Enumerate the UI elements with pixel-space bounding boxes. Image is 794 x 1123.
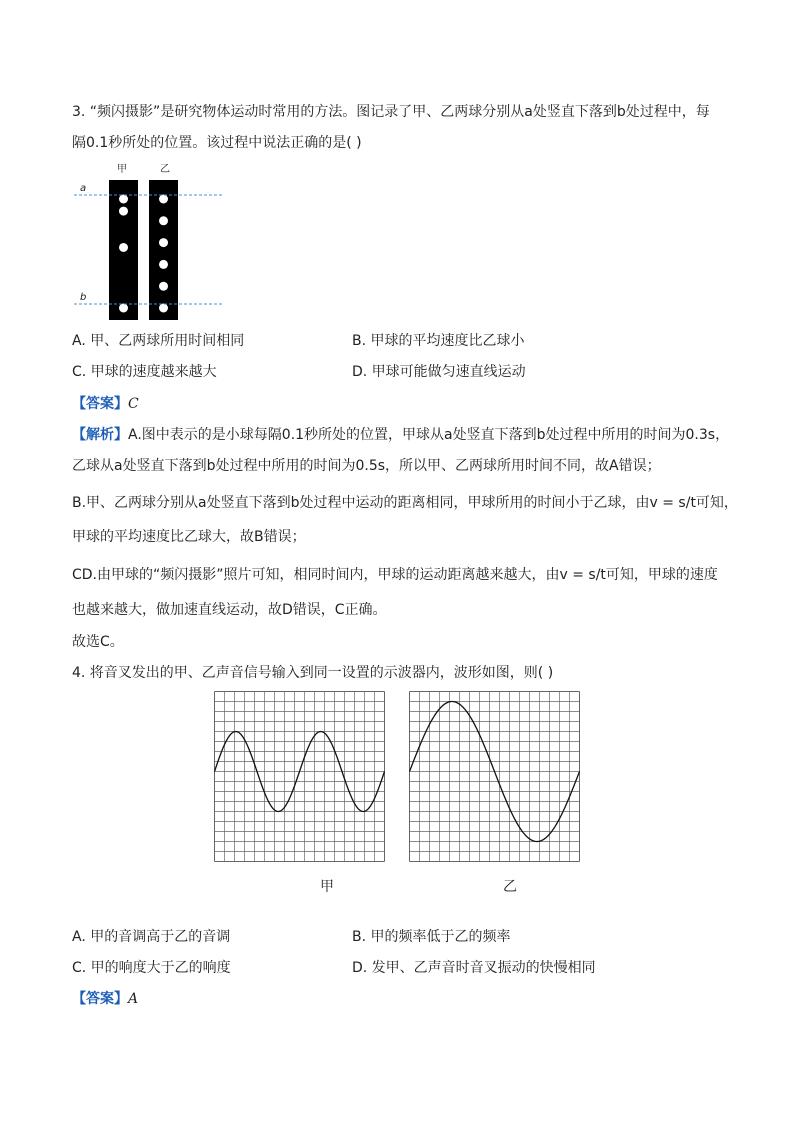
q3-yi-ball xyxy=(159,195,168,204)
q4-answer-label: 【答案】 xyxy=(72,991,128,1007)
q3-yi-ball xyxy=(159,282,168,291)
q4-option-d[interactable]: D. 发甲、乙声音时音叉振动的快慢相同 xyxy=(352,960,596,976)
q3-analysis-line6: 也越来越大，做加速直线运动，故D错误，C正确。 xyxy=(72,602,387,618)
q4-caption-jia: 甲 xyxy=(320,879,334,895)
q3-yi-ball xyxy=(159,260,168,269)
q3-stem-line1: 3. “频闪摄影”是研究物体运动时常用的方法。图记录了甲、乙两球分别从a处竖直下落到b处过程中，每 xyxy=(72,104,710,120)
q3-analysis-line3: B.甲、乙两球分别从a处竖直下落到b处过程中运动的距离相同，甲球所用的时间小于乙球，由v = s/t可知， xyxy=(72,495,738,511)
q3-label-a: a xyxy=(80,183,87,194)
q3-yi-ball xyxy=(159,304,168,313)
q3-label-b: b xyxy=(80,292,87,303)
q3-option-a[interactable]: A. 甲、乙两球所用时间相同 xyxy=(72,333,245,349)
q4-option-c[interactable]: C. 甲的响度大于乙的响度 xyxy=(72,960,231,976)
q4-option-a[interactable]: A. 甲的音调高于乙的音调 xyxy=(72,929,231,945)
q3-label-jia: 甲 xyxy=(117,164,127,175)
q3-answer-label: 【答案】 xyxy=(72,396,128,412)
q3-yi-ball xyxy=(159,216,168,225)
q4-caption-yi: 乙 xyxy=(503,879,517,895)
q3-analysis-line5: CD.由甲球的“频闪摄影”照片可知，相同时间内，甲球的运动距离越来越大，由v = s/t可知，甲球的速度 xyxy=(72,567,718,583)
q3-analysis-text1: A.图中表示的是小球每隔0.1秒所处的位置，甲球从a处竖直下落到b处过程中所用的时间为0.3s， xyxy=(128,427,730,443)
q3-option-d[interactable]: D. 甲球可能做匀速直线运动 xyxy=(352,364,526,380)
q4-oscilloscope-jia xyxy=(214,691,385,862)
q3-analysis-line4: 甲球的平均速度比乙球大，故B错误； xyxy=(72,529,306,545)
q3-answer xyxy=(72,394,139,414)
q3-jia-ball xyxy=(119,304,128,313)
q4-stem: 4. 将音叉发出的甲、乙声音信号输入到同一设置的示波器内，波形如图，则( ) xyxy=(72,665,554,681)
q4-oscilloscope-yi xyxy=(409,691,580,862)
q3-jia-ball xyxy=(119,207,128,216)
q3-analysis-line1 xyxy=(72,425,729,445)
q3-analysis-line7: 故选C。 xyxy=(72,634,124,650)
q4-answer-value: A xyxy=(128,991,139,1007)
q4-answer xyxy=(72,989,138,1009)
q3-analysis-line2: 乙球从a处竖直下落到b处过程中所用的时间为0.5s，所以甲、乙两球所用时间不同，故A错误； xyxy=(72,458,661,474)
q3-stem-line2: 隔0.1秒所处的位置。该过程中说法正确的是( ) xyxy=(72,135,362,151)
q3-jia-ball xyxy=(119,243,128,252)
q3-label-yi: 乙 xyxy=(160,164,170,175)
q3-option-b[interactable]: B. 甲球的平均速度比乙球小 xyxy=(352,333,525,349)
q3-strobe-figure xyxy=(72,158,232,324)
q3-analysis-label: 【解析】 xyxy=(72,427,128,443)
q4-option-b[interactable]: B. 甲的频率低于乙的频率 xyxy=(352,929,511,945)
q3-jia-ball xyxy=(119,195,128,204)
q3-option-c[interactable]: C. 甲球的速度越来越大 xyxy=(72,364,217,380)
q3-yi-ball xyxy=(159,238,168,247)
q3-answer-value: C xyxy=(128,396,139,412)
